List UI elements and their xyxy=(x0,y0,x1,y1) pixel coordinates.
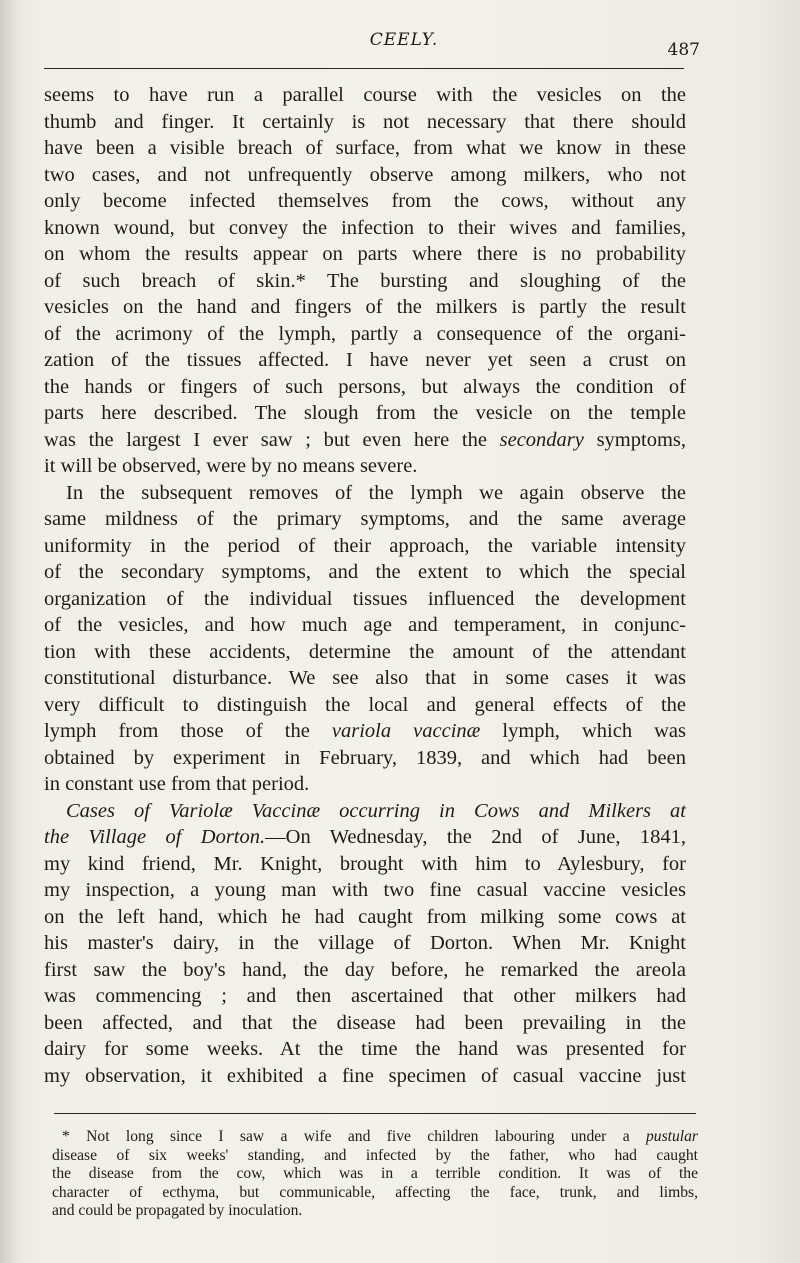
text-line: thumb and finger. It certainly is not necessary that there should xyxy=(44,110,686,133)
footnote xyxy=(52,1128,698,1221)
footnote-line: * Not long since I saw a wife and five children labouring under a pustular xyxy=(62,1128,698,1145)
text-line: on the left hand, which he had caught from milking some cows at xyxy=(44,905,686,928)
spine-shadow xyxy=(0,0,18,1263)
text-line: the hands or fingers of such persons, but always the condition of xyxy=(44,375,686,398)
text-line: tion with these accidents, determine the amount of the attendant xyxy=(44,640,686,663)
text-line: very difficult to distinguish the local and general effects of the xyxy=(44,693,686,716)
text-line: zation of the tissues affected. I have never yet seen a crust on xyxy=(44,349,686,371)
page-number: 487 xyxy=(667,40,700,60)
text-line: my observation, it exhibited a fine specimen of casual vaccine just xyxy=(44,1064,686,1087)
text-line: only become infected themselves from the cows, without any xyxy=(44,190,686,212)
page-header xyxy=(44,30,700,70)
text-line: parts here described. The slough from the vesicle on the temple xyxy=(44,402,686,424)
text-line: first saw the boy's hand, the day before, he remarked the areola xyxy=(44,958,686,981)
text-line: my kind friend, Mr. Knight, brought with him to Aylesbury, for xyxy=(44,852,686,875)
text-line: been affected, and that the disease had been prevailing in the xyxy=(44,1011,686,1034)
text-line: two cases, and not unfrequently observe among milkers, who not xyxy=(44,163,686,186)
body-text xyxy=(44,82,686,1089)
section-heading-line: the Village of Dorton.—On Wednesday, the 2nd of June, 1841, xyxy=(44,826,686,848)
text-line: constitutional disturbance. We see also that in some cases it was xyxy=(44,667,686,689)
text-line: in constant use from that period. xyxy=(44,773,310,795)
section-heading-line: Cases of Variolæ Vaccinæ occurring in Cows and Milkers at xyxy=(66,799,686,822)
text-line: his master's dairy, in the village of Dorton. When Mr. Knight xyxy=(44,932,686,954)
text-line: my inspection, a young man with two fine casual vaccine vesicles xyxy=(44,879,686,901)
text-line: have been a visible breach of surface, from what we know in these xyxy=(44,137,686,159)
header-rule xyxy=(44,68,684,69)
text-line: was the largest I ever saw ; but even here the secondary symptoms, xyxy=(44,428,686,451)
text-line: known wound, but convey the infection to their wives and families, xyxy=(44,216,686,239)
text-line: same mildness of the primary symptoms, and the same average xyxy=(44,508,686,530)
running-head: CEELY. xyxy=(369,30,439,50)
footnote-line: character of ecthyma, but communicable, affecting the face, trunk, and limbs, xyxy=(52,1183,698,1201)
text-line: was commencing ; and then ascertained that other milkers had xyxy=(44,985,686,1007)
footnote-line: disease of six weeks' standing, and infected by the father, who had caught xyxy=(52,1146,698,1164)
footnote-line: and could be propagated by inoculation. xyxy=(52,1202,303,1219)
text-line: obtained by experiment in February, 1839, and which had been xyxy=(44,746,686,769)
text-line: dairy for some weeks. At the time the hand was presented for xyxy=(44,1038,686,1060)
footnote-rule xyxy=(54,1113,696,1114)
text-line: it will be observed, were by no means severe. xyxy=(44,455,418,477)
text-line: uniformity in the period of their approach, the variable intensity xyxy=(44,534,686,557)
text-line: on whom the results appear on parts where there is no probability xyxy=(44,243,686,265)
text-line: of such breach of skin.* The bursting and sloughing of the xyxy=(44,269,686,292)
text-line: vesicles on the hand and fingers of the milkers is partly the result xyxy=(44,296,686,318)
text-line: lymph from those of the variola vaccinæ lymph, which was xyxy=(44,720,686,742)
text-line: seems to have run a parallel course with the vesicles on the xyxy=(44,84,686,106)
footnote-line: the disease from the cow, which was in a terrible condition. It was of the xyxy=(52,1165,698,1182)
text-line: In the subsequent removes of the lymph we again observe the xyxy=(66,481,686,504)
text-line: of the vesicles, and how much age and temperament, in conjunc- xyxy=(44,614,686,636)
text-line: of the secondary symptoms, and the extent to which the special xyxy=(44,561,686,583)
text-line: organization of the individual tissues influenced the development xyxy=(44,587,686,610)
text-line: of the acrimony of the lymph, partly a consequence of the organi- xyxy=(44,322,686,345)
